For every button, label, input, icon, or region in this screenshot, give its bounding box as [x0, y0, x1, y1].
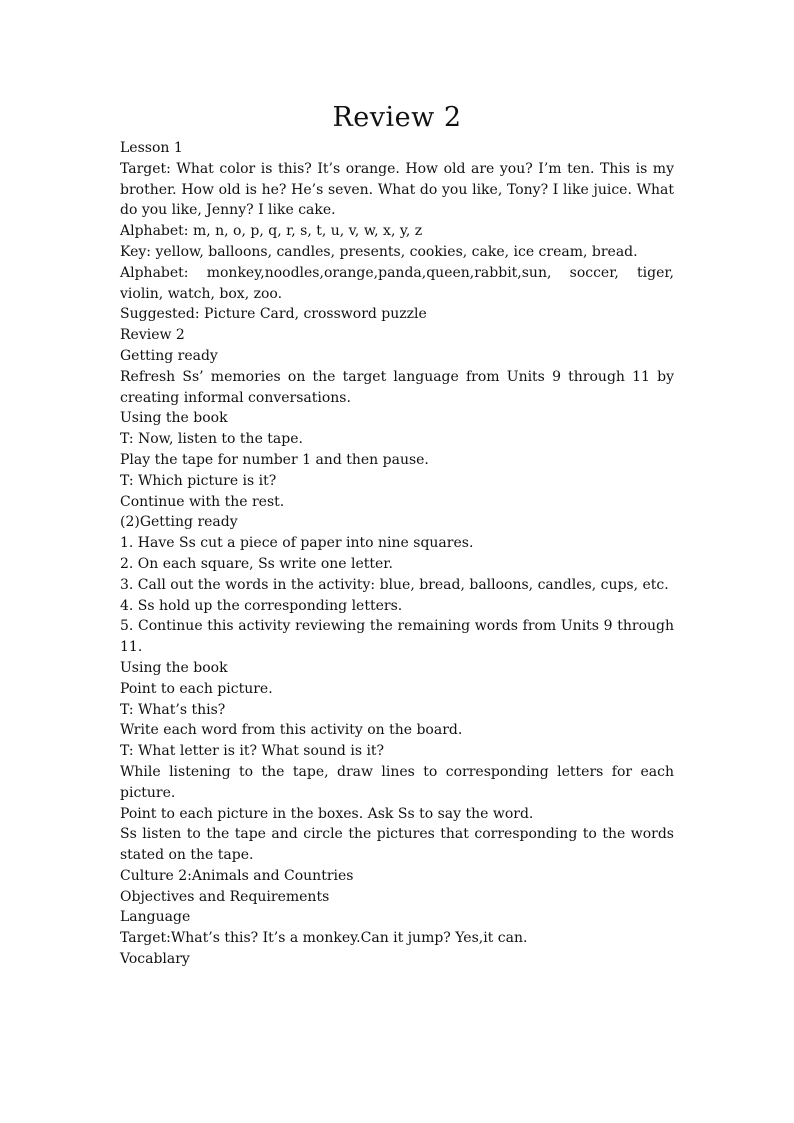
instruction-paragraph: Ss listen to the tape and circle the pictures that corresponding to the words stated on the tape. [120, 826, 674, 864]
objectives-heading: Objectives and Requirements [120, 888, 330, 905]
target-line: Target:What’s this? It’s a monkey.Can it jump? Yes,it can. [120, 930, 528, 947]
vocabulary-heading: Vocablary [120, 951, 190, 968]
alphabet-letters-line: Alphabet: m, n, o, p, q, r, s, t, u, v, w, x, y, z [120, 223, 423, 240]
target-paragraph: Target: What color is this? It’s orange. How old are you? I’m ten. This is my brother. How old is he? He’s seven. What do you like, Tony? I like juice. What do you like, Jenny? I like cake. [120, 160, 674, 219]
document-title: Review 2 [332, 102, 462, 133]
culture-heading: Culture 2:Animals and Countries [120, 867, 354, 884]
numbered-step: 1. Have Ss cut a piece of paper into nine squares. [120, 535, 474, 552]
key-words-paragraph: Key: yellow, balloons, candles, presents, cookies, cake, ice cream, bread. [120, 243, 638, 260]
alphabet-words-paragraph: Alphabet: monkey,noodles,orange,panda,queen,rabbit,sun, soccer, tiger, violin, watch, box, zoo. [120, 264, 674, 302]
numbered-step: 5. Continue this activity reviewing the remaining words from Units 9 through 11. [120, 618, 674, 656]
instruction-paragraph: While listening to the tape, draw lines to corresponding letters for each picture. [120, 763, 674, 801]
instruction-line: Play the tape for number 1 and then pause. [120, 451, 429, 468]
refresh-paragraph: Refresh Ss’ memories on the target language from Units 9 through 11 by creating informal conversations. [120, 368, 674, 406]
instruction-line: Point to each picture. [120, 680, 273, 697]
instruction-line: Point to each picture in the boxes. Ask Ss to say the word. [120, 805, 534, 822]
instruction-line: T: Now, listen to the tape. [120, 431, 303, 448]
instruction-line: T: Which picture is it? [120, 472, 277, 489]
language-heading: Language [120, 909, 191, 926]
numbered-step: 3. Call out the words in the activity: blue, bread, balloons, candles, cups, etc. [120, 576, 669, 593]
document-body [120, 138, 674, 970]
numbered-step: 4. Ss hold up the corresponding letters. [120, 597, 403, 614]
review-heading: Review 2 [120, 327, 185, 344]
instruction-line: T: What’s this? [120, 701, 226, 718]
suggested-line: Suggested: Picture Card, crossword puzzle [120, 306, 427, 323]
using-the-book-heading-2: Using the book [120, 659, 228, 676]
numbered-step: 2. On each square, Ss write one letter. [120, 555, 393, 572]
getting-ready-heading-2: (2)Getting ready [120, 514, 238, 531]
instruction-line: Continue with the rest. [120, 493, 285, 510]
instruction-line: Write each word from this activity on the board. [120, 722, 463, 739]
lesson-heading: Lesson 1 [120, 140, 183, 156]
getting-ready-heading: Getting ready [120, 347, 218, 364]
using-the-book-heading: Using the book [120, 410, 228, 427]
instruction-line: T: What letter is it? What sound is it? [120, 743, 385, 760]
